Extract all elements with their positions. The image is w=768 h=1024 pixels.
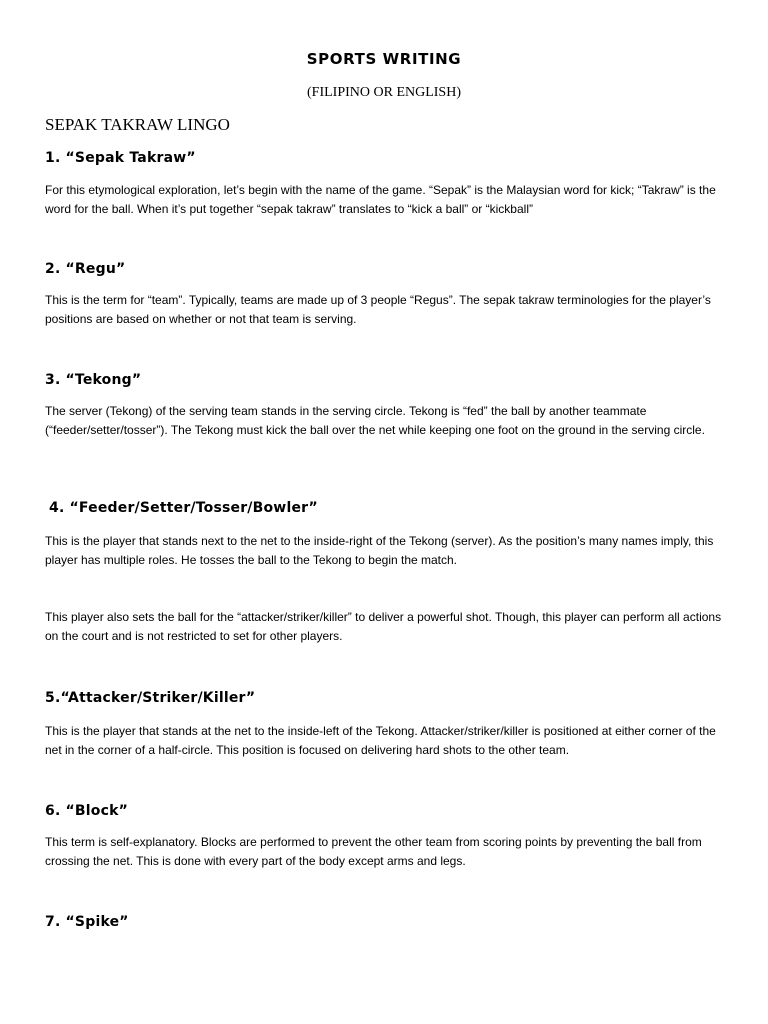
- term-paragraph: The server (Tekong) of the serving team stands in the serving circle. Tekong is “fed” the ball by another teammate (“feeder/setter/tosser”). The Tekong must kick the ball over the net while keeping one foot on the ground in the serving circle.: [45, 404, 705, 437]
- document-title: SPORTS WRITING: [306, 50, 462, 68]
- section-title: SEPAK TAKRAW LINGO: [45, 115, 230, 134]
- term-heading-block: 6. “Block”: [45, 803, 129, 819]
- term-paragraph: For this etymological exploration, let’s begin with the name of the game. “Sepak” is the Malaysian word for kick; “Takraw” is the word for the ball. When it’s put together “sepak takraw” translates to “kick a ball” or “kickball”: [45, 183, 716, 216]
- term-heading-sepak-takraw: 1. “Sepak Takraw”: [45, 150, 196, 166]
- term-paragraph: This is the player that stands at the net to the inside-left of the Tekong. Attacker/striker/killer is positioned at either corner of the net in the corner of a half-circle. This position is focused on delivering hard shots to the other team.: [45, 724, 716, 757]
- term-heading-regu: 2. “Regu”: [45, 261, 126, 277]
- term-paragraph: This term is self-explanatory. Blocks are performed to prevent the other team from scoring points by preventing the ball from crossing the net. This is done with every part of the body except arms and legs.: [45, 835, 702, 868]
- term-heading-tekong: 3. “Tekong”: [45, 372, 142, 388]
- term-heading-feeder: 4. “Feeder/Setter/Tosser/Bowler”: [49, 500, 318, 516]
- term-paragraph: This is the term for “team”. Typically, teams are made up of 3 people “Regus”. The sepak takraw terminologies for the player’s positions are based on whether or not that team is serving.: [45, 293, 711, 326]
- term-heading-spike: 7. “Spike”: [45, 914, 129, 930]
- term-paragraph: This is the player that stands next to the net to the inside-right of the Tekong (server). As the position’s many names imply, this player has multiple roles. He tosses the ball to the Tekong to begin the match.: [45, 534, 714, 567]
- term-paragraph: This player also sets the ball for the “attacker/striker/killer” to deliver a powerful shot. Though, this player can perform all actions on the court and is not restricted to set for other players.: [45, 610, 722, 643]
- term-heading-attacker: 5.“Attacker/Striker/Killer”: [45, 690, 256, 706]
- document-subtitle: (FILIPINO OR ENGLISH): [307, 85, 461, 100]
